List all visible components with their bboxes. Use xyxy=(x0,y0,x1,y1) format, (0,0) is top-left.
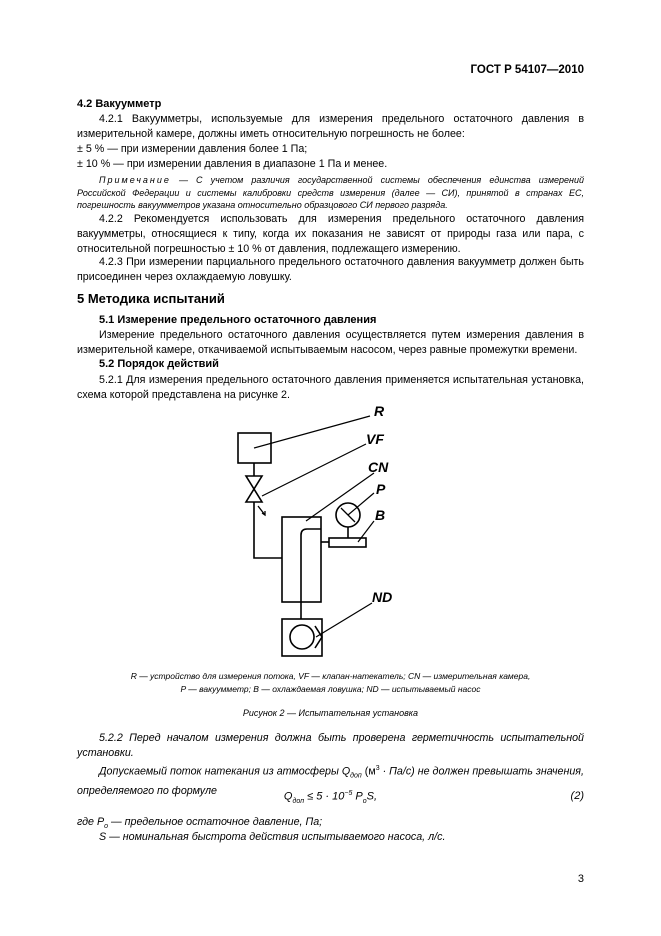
leader-vf xyxy=(262,444,366,496)
section-4-2-title: 4.2 Вакуумметр xyxy=(77,98,162,110)
formula-s: S, xyxy=(366,790,378,803)
note-text: — С учетом различия государственной системы обеспечения единства измерений Российской Федерации и системы калибровки средств измерения (далее — СИ), принятой в странах ЕС, погрешность вакуумметров указана относительно образцового СИ первого разряда. xyxy=(77,175,584,210)
formula-2 xyxy=(77,790,584,805)
chamber-inner-tube xyxy=(301,529,321,602)
where-p-a: где P xyxy=(77,816,105,828)
leak-text-c: · Па/с) не должен превышать значения, определяемого по формуле xyxy=(77,765,584,797)
para-5-1: Измерение предельного остаточного давления осуществляется путем измерения давления в измерительной камере, откачиваемой испытываемым насосом, через равные промежутки времени. xyxy=(77,329,584,356)
leak-text-b: (м xyxy=(361,765,376,778)
list-item-1: ± 5 % — при измерении давления более 1 Па; xyxy=(77,143,308,155)
leader-nd xyxy=(316,603,372,637)
leak-sub: доп xyxy=(350,772,362,780)
section-5-title: 5 Методика испытаний xyxy=(77,291,225,306)
para-5-2-2: 5.2.2 Перед началом измерения должна быть проверена герметичность испытательной установки. xyxy=(77,732,584,759)
figure-caption: Рисунок 2 — Испытательная установка xyxy=(242,708,419,718)
list-item-2: ± 10 % — при измерении давления в диапазоне 1 Па и менее. xyxy=(77,158,388,170)
label-b: B xyxy=(375,507,386,523)
para-4-2-1: 4.2.1 Вакуумметры, используемые для измерения предельного остаточного давления в измерительной камере, должны иметь относительную погрешность не более: xyxy=(77,113,584,140)
standard-header: ГОСТ Р 54107—2010 xyxy=(470,64,584,76)
where-p-b: — предельное остаточное давление, Па; xyxy=(108,816,323,828)
leak-valve-symbol xyxy=(246,476,262,502)
figure-legend-2: P — вакуумметр; B — охлаждаемая ловушка; ND — испытываемый насос xyxy=(180,684,481,694)
formula-exp: −5 xyxy=(344,790,353,797)
label-cn: CN xyxy=(368,459,389,475)
pump-rotor-symbol xyxy=(290,625,314,649)
note-label: Примечание xyxy=(99,175,171,185)
section-5-2-title: 5.2 Порядок действий xyxy=(99,358,219,370)
leak-sup: 3 xyxy=(375,765,380,772)
formula-p: P xyxy=(352,790,363,803)
leader-r xyxy=(254,416,370,448)
formula-p-sub: о xyxy=(362,797,367,805)
label-p: P xyxy=(376,481,386,497)
formula-q: Q xyxy=(283,790,293,803)
where-s: S — номинальная быстрота действия испытываемого насоса, л/с. xyxy=(99,831,446,843)
formula-mid: ≤ 5 · 10 xyxy=(304,790,345,803)
label-nd: ND xyxy=(372,589,393,605)
leak-text-a: Допускаемый поток натекания из атмосферы Q xyxy=(99,765,351,778)
pipe-valve-chamber xyxy=(254,502,282,558)
para-4-2-2: 4.2.2 Рекомендуется использовать для измерения предельного остаточного давления вакуумметры, относящиеся к типу, когда их показания не зависят от природы газа или пара, с относительной погрешностью ± 10 % от давления, подлежащего измерению. xyxy=(77,213,584,255)
where-p-sub: о xyxy=(104,823,109,831)
formula-number: (2) xyxy=(570,790,584,802)
label-r: R xyxy=(374,403,385,419)
para-5-2-1: 5.2.1 Для измерения предельного остаточного давления применяется испытательная установка, схема которой представлена на рисунке 2. xyxy=(77,374,584,401)
leader-cn xyxy=(306,473,374,521)
formula-q-sub: доп xyxy=(292,797,305,805)
section-5-1-title: 5.1 Измерение предельного остаточного давления xyxy=(99,314,377,326)
figure-legend-1: R — устройство для измерения потока, VF — клапан-натекатель; CN — измерительная камера, xyxy=(130,671,531,681)
label-vf: VF xyxy=(366,431,384,447)
para-4-2-3: 4.2.3 При измерении парциального предельного остаточного давления вакуумметр должен быть присоединен через охлаждаемую ловушку. xyxy=(77,256,584,283)
page-number: 3 xyxy=(577,873,584,885)
